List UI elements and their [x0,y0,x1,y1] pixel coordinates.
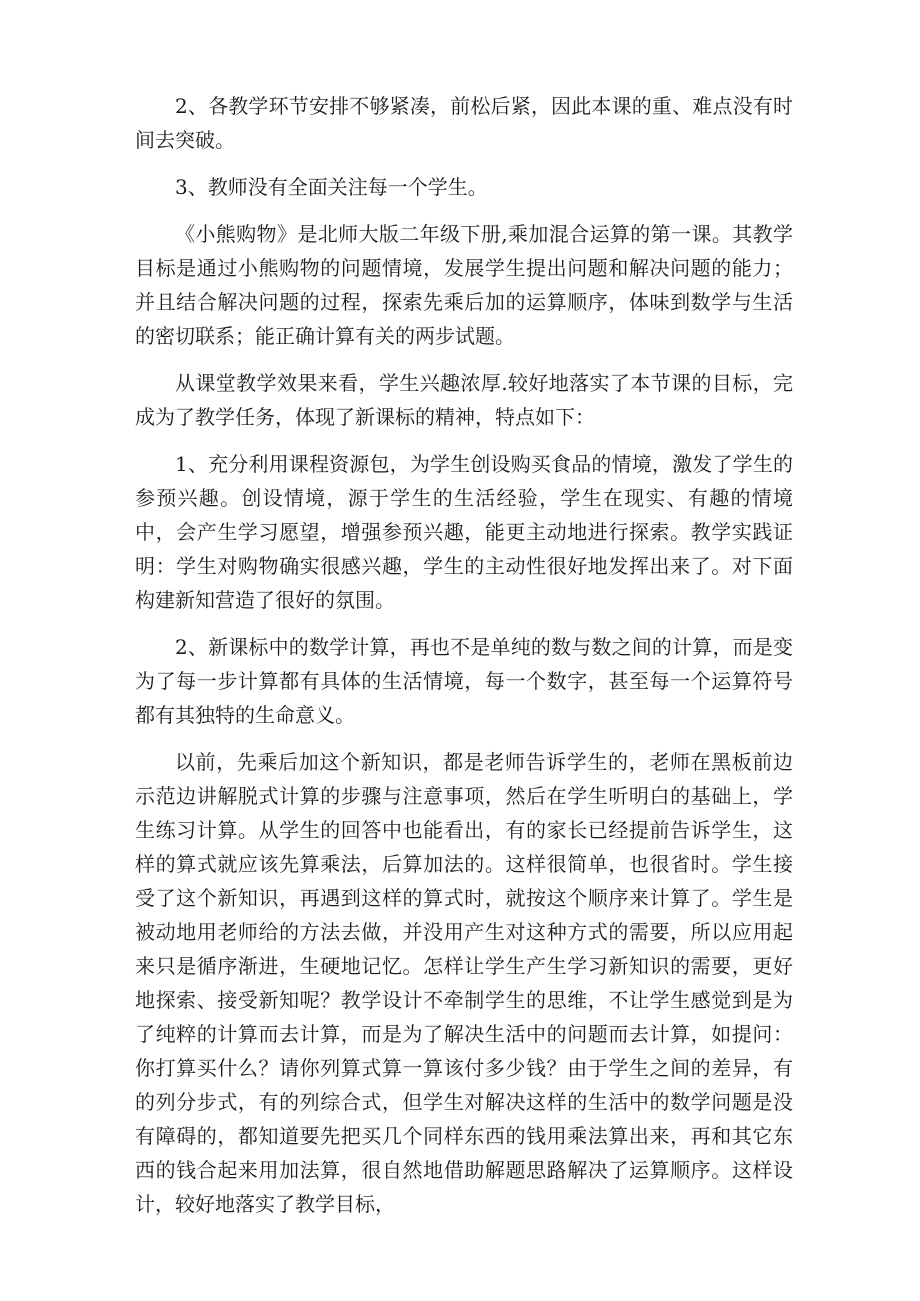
paragraph-5: 1、充分利用课程资源包，为学生创设购买食品的情境，激发了学生的参预兴趣。创设情境，源于学生的生活经验，学生在现实、有趣的情境中，会产生学习愿望，增强参预兴趣，能更主动地进行探索。教学实践证明：学生对购物确实很感兴趣，学生的主动性很好地发挥出来了。对下面构建新知营造了很好的氛围。 [135,452,793,612]
paragraph-3: 《小熊购物》是北师大版二年级下册,乘加混合运算的第一课。其教学目标是通过小熊购物的问题情境，发展学生提出问题和解决问题的能力；并且结合解决问题的过程，探索先乘后加的运算顺序，体味到数学与生活的密切联系；能正确计算有关的两步试题。 [135,222,793,348]
paragraph-1: 2、各教学环节安排不够紧凑，前松后紧，因此本课的重、难点没有时间去突破。 [135,94,793,152]
paragraph-2: 3、教师没有全面关注每一个学生。 [175,175,488,199]
document-body [135,89,793,1221]
paragraph-6: 2、新课标中的数学计算，再也不是单纯的数与数之间的计算，而是变为了每一步计算都有具体的生活情境，每一个数字，甚至每一个运算符号都有其独特的生命意义。 [135,635,793,727]
paragraph-7: 以前，先乘后加这个新知识，都是老师告诉学生的，老师在黑板前边示范边讲解脱式计算的步骤与注意事项，然后在学生听明白的基础上，学生练习计算。从学生的回答中也能看出，有的家长已经提前告诉学生，这样的算式就应该先算乘法，后算加法的。这样很简单，也很省时。学生接受了这个新知识，再遇到这样的算式时，就按这个顺序来计算了。学生是被动地用老师给的方法去做，并没用产生对这种方式的需要，所以应用起来只是循序渐进，生硬地记忆。怎样让学生产生学习新知识的需要，更好地探索、接受新知呢？教学设计不牵制学生的思维，不让学生感觉到是为了纯粹的计算而去计算，而是为了解决生活中的问题而去计算，如提问：你打算买什么？请你列算式算一算该付多少钱？由于学生之间的差异，有的列分步式，有的列综合式，但学生对解决这样的生活中的数学问题是没有障碍的，都知道要先把买几个同样东西的钱用乘法算出来，再和其它东西的钱合起来用加法算，很自然地借助解题思路解决了运算顺序。这样设计，较好地落实了教学目标， [135,750,793,1216]
paragraph-4: 从课堂教学效果来看，学生兴趣浓厚.较好地落实了本节课的目标，完成为了教学任务，体现了新课标的精神，特点如下： [135,371,793,429]
